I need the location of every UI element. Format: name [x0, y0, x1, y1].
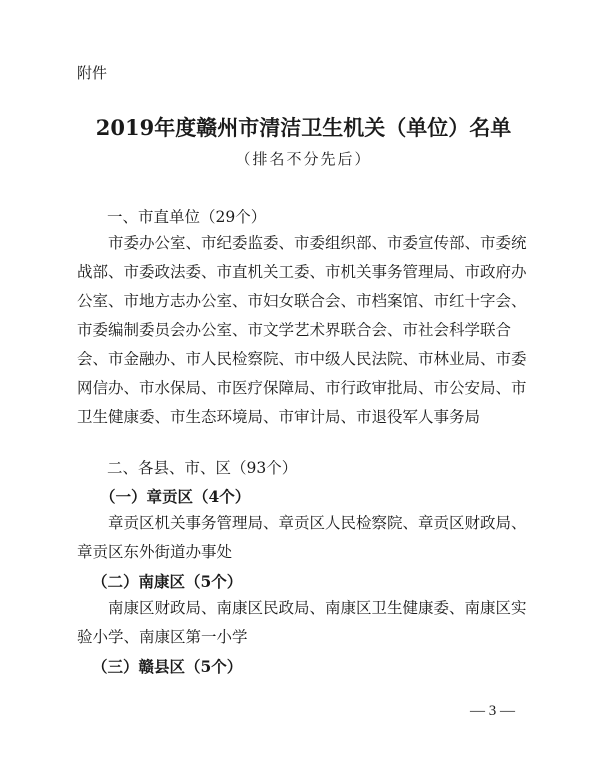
section-body-city-units: 市委办公室、市纪委监委、市委组织部、市委宣传部、市委统战部、市委政法委、市直机关工委、市机关事务管理局、市政府办公室、市地方志办公室、市妇女联合会、市档案馆、市红十字会、市委编制委员会办公室、市文学艺术界联合会、市社会科学联合会、市金融办、市人民检察院、市中级人民法院、市林业局、市委网信办、市水保局、市医疗保障局、市行政审批局、市公安局、市卫生健康委、市生态环境局、市审计局、市退役军人事务局: [77, 234, 527, 426]
section-heading-counties: 二、各县、市、区（93个）: [107, 459, 298, 477]
subsection-body-zhanggong: 章贡区机关事务管理局、章贡区人民检察院、章贡区财政局、章贡区东外街道办事处: [77, 514, 527, 561]
document-subtitle: （排名不分先后）: [235, 150, 372, 168]
subsection-heading-zhanggong: （一）章贡区（4个）: [100, 487, 251, 506]
section-heading-city-units: 一、市直单位（29个）: [107, 208, 267, 226]
page-number: — 3 —: [470, 703, 515, 719]
document-title: 2019年度赣州市清洁卫生机关（单位）名单: [95, 115, 512, 140]
subsection-body-nankang: 南康区财政局、南康区民政局、南康区卫生健康委、南康区实验小学、南康区第一小学: [77, 599, 527, 646]
subsection-heading-ganxian: （三）赣县区（5个）: [92, 657, 243, 676]
attachment-label: 附件: [77, 64, 108, 82]
subsection-heading-nankang: （二）南康区（5个）: [92, 572, 243, 591]
